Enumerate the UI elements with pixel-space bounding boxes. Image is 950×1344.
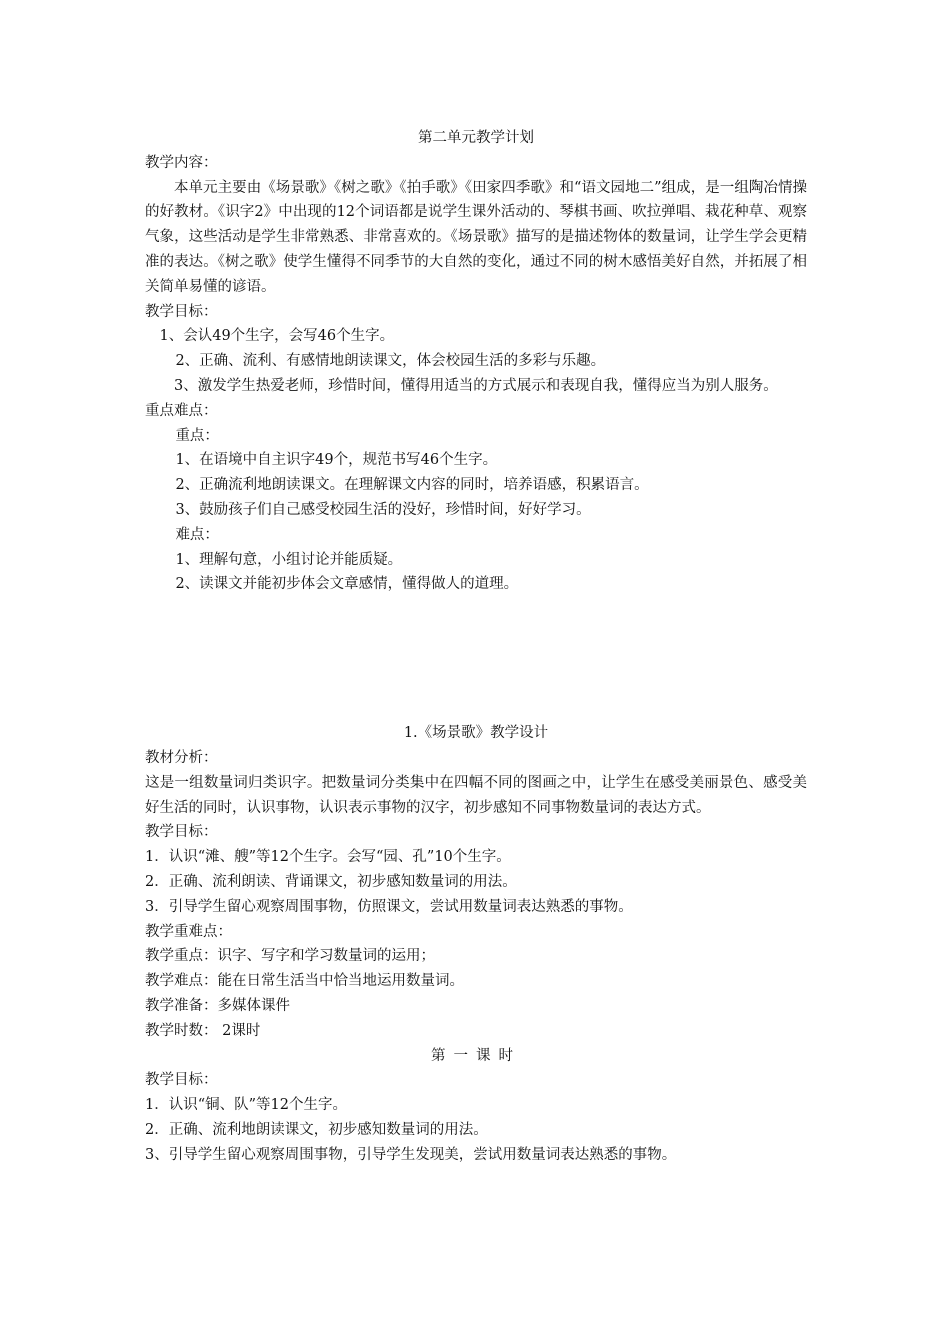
difficult-point-item: 1、理解句意，小组讨论并能质疑。: [175, 551, 403, 568]
key-point-item: 3、鼓励孩子们自己感受校园生活的没好，珍惜时间，好好学习。: [175, 501, 591, 518]
unit-plan-title: 第二单元教学计划: [418, 130, 534, 146]
teaching-focus-line: 教学重点：识字、写字和学习数量词的运用；: [145, 948, 435, 965]
period-goal-item: 2．正确、流利地朗读课文，初步感知数量词的用法。: [145, 1121, 488, 1138]
lesson-design-title: 1.《场景歌》教学设计: [403, 725, 549, 742]
lesson-design-section: [145, 721, 807, 1043]
unit-goal-item: 2、正确、流利、有感情地朗读课文，体会校园生活的多彩与乐趣。: [175, 353, 606, 370]
lesson-goal-item: 2．正确、流利朗读、背诵课文，初步感知数量词的用法。: [145, 873, 517, 890]
teaching-difficulty-line: 教学难点：能在日常生活当中恰当地运用数量词。: [145, 973, 464, 990]
teaching-content-paragraph: 本单元主要由《场景歌》《树之歌》《拍手歌》《田家四季歌》和“语文园地二”组成，是一组陶冶情操的好教材。《识字2》中出现的12个词语都是说学生课外活动的、琴棋书画、吹拉弹唱、栽花种草、观察气象，这些活动是学生非常熟悉、非常喜欢的。《场景歌》描写的是描述物体的数量词，让学生学会更精准的表达。《树之歌》使学生懂得不同季节的大自然的变化，通过不同的树木感悟美好自然，并拓展了相关简单易懂的谚语。: [145, 179, 807, 295]
teaching-hours-line: 教学时数： 2课时: [145, 1022, 261, 1039]
lesson-goal-item: 3．引导学生留心观察周围事物，仿照课文，尝试用数量词表达熟悉的事物。: [145, 898, 633, 915]
first-period-title: 第一课时: [431, 1047, 521, 1064]
unit-goals-heading: 教学目标：: [145, 303, 218, 320]
key-point-item: 2、正确流利地朗读课文。在理解课文内容的同时，培养语感，积累语言。: [175, 477, 649, 494]
lesson-goals-heading: 教学目标：: [145, 824, 218, 841]
unit-goal-item: 3、激发学生热爱老师，珍惜时间，懂得用适当的方式展示和表现自我，懂得应当为别人服务。: [174, 377, 778, 394]
material-analysis-paragraph: 这是一组数量词归类识字。把数量词分类集中在四幅不同的图画之中，让学生在感受美丽景色、感受美好生活的同时，认识事物，认识表示事物的汉字，初步感知不同事物数量词的表达方式。: [145, 774, 807, 816]
period-goal-item: 3、引导学生留心观察周围事物，引导学生发现美，尝试用数量词表达熟悉的事物。: [145, 1146, 677, 1163]
document-body: [145, 126, 807, 1167]
teaching-content-heading: 教学内容：: [145, 154, 218, 171]
lesson-goal-item: 1．认识“滩、艘”等12个生字。会写“园、孔”10个生字。: [145, 849, 511, 866]
period-goals-heading: 教学目标：: [145, 1072, 218, 1089]
unit-goal-item: 1、会认49个生字，会写46个生字。: [159, 328, 395, 345]
key-points-label: 重点：: [175, 427, 219, 444]
key-point-item: 1、在语境中自主识字49个，规范书写46个生字。: [175, 452, 498, 469]
teaching-prep-line: 教学准备：多媒体课件: [145, 997, 290, 1014]
focus-difficulty-heading: 教学重难点：: [145, 923, 232, 940]
period-goal-item: 1．认识“铜、队”等12个生字。: [145, 1097, 348, 1114]
material-analysis-heading: 教材分析：: [145, 749, 218, 766]
section-gap: [145, 597, 807, 721]
difficult-points-label: 难点：: [175, 526, 219, 543]
difficult-point-item: 2、读课文并能初步体会文章感情，懂得做人的道理。: [175, 576, 519, 593]
key-difficult-heading: 重点难点：: [145, 402, 218, 419]
unit-plan-section: [145, 126, 807, 597]
first-period-section: [145, 1044, 807, 1168]
